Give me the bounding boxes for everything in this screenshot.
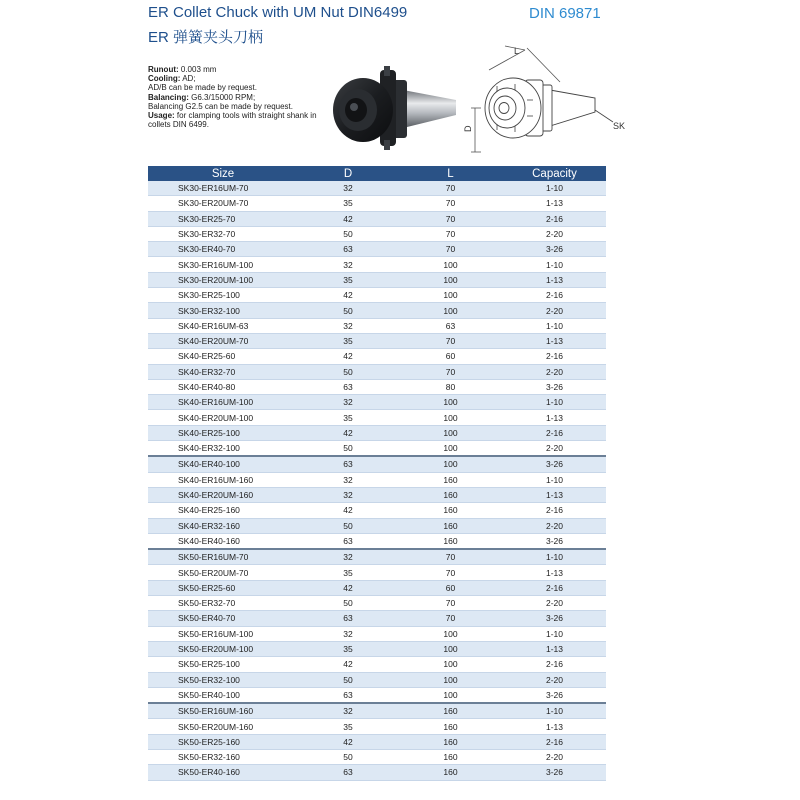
l-cell: 100 [398,395,503,410]
l-cell: 60 [398,349,503,364]
d-cell: 35 [298,333,398,348]
table-row [148,349,606,364]
capacity-cell: 1-10 [503,703,606,719]
runout-note: Runout: 0.003 mm [148,65,217,74]
d-cell: 32 [298,318,398,333]
table-row [148,257,606,272]
l-cell: 70 [398,565,503,580]
dimension-l-label: L [514,46,520,56]
capacity-cell: 2-20 [503,672,606,687]
dimension-d-label: D [463,125,473,132]
table-row [148,503,606,518]
cooling-note: Cooling: AD; [148,74,196,84]
table-row [148,518,606,533]
size-cell: SK50-ER20UM-70 [148,565,298,580]
l-cell: 160 [398,503,503,518]
capacity-cell: 3-26 [503,242,606,257]
l-cell: 100 [398,657,503,672]
size-cell: SK50-ER32-100 [148,672,298,687]
capacity-cell: 2-16 [503,503,606,518]
table-body [148,181,606,780]
table-row [148,549,606,565]
table-row [148,687,606,703]
d-cell: 63 [298,242,398,257]
capacity-cell: 3-26 [503,765,606,780]
table-row [148,580,606,595]
l-cell: 100 [398,456,503,472]
l-cell: 70 [398,364,503,379]
capacity-cell: 2-20 [503,226,606,241]
capacity-cell: 3-26 [503,456,606,472]
page-title: ER Collet Chuck with UM Nut DIN6499 [148,4,408,21]
balancing-extra-note: Balancing G2.5 can be made by request. [148,101,293,111]
table-row [148,395,606,410]
size-cell: SK40-ER40-100 [148,456,298,472]
l-cell: 100 [398,626,503,641]
size-cell: SK40-ER32-160 [148,518,298,533]
size-cell: SK30-ER16UM-100 [148,257,298,272]
l-cell: 100 [398,303,503,318]
d-cell: 32 [298,472,398,487]
l-cell: 70 [398,549,503,565]
l-cell: 100 [398,257,503,272]
capacity-cell: 1-13 [503,565,606,580]
l-cell: 160 [398,533,503,549]
d-cell: 42 [298,657,398,672]
d-cell: 50 [298,749,398,764]
d-cell: 50 [298,303,398,318]
size-cell: SK40-ER25-60 [148,349,298,364]
table-row [148,456,606,472]
size-cell: SK40-ER25-100 [148,425,298,440]
capacity-cell: 1-10 [503,181,606,196]
table-row [148,641,606,656]
size-cell: SK50-ER16UM-160 [148,703,298,719]
table-row [148,379,606,394]
size-cell: SK40-ER40-160 [148,533,298,549]
d-cell: 32 [298,181,398,196]
table-row [148,242,606,257]
capacity-cell: 2-16 [503,349,606,364]
size-cell: SK30-ER20UM-70 [148,196,298,211]
l-cell: 100 [398,441,503,457]
d-cell: 32 [298,487,398,502]
size-cell: SK40-ER32-100 [148,441,298,457]
d-cell: 42 [298,580,398,595]
l-cell: 63 [398,318,503,333]
capacity-cell: 3-26 [503,611,606,626]
d-cell: 50 [298,441,398,457]
size-cell: SK30-ER25-100 [148,288,298,303]
l-cell: 100 [398,288,503,303]
d-cell: 42 [298,503,398,518]
l-cell: 160 [398,765,503,780]
d-cell: 42 [298,288,398,303]
d-cell: 35 [298,272,398,287]
capacity-cell: 3-26 [503,687,606,703]
size-cell: SK40-ER16UM-100 [148,395,298,410]
table-row [148,303,606,318]
l-cell: 100 [398,425,503,440]
d-cell: 42 [298,349,398,364]
d-cell: 35 [298,641,398,656]
capacity-cell: 2-16 [503,734,606,749]
d-cell: 50 [298,518,398,533]
size-cell: SK50-ER40-100 [148,687,298,703]
size-cell: SK50-ER25-60 [148,580,298,595]
capacity-cell: 2-20 [503,364,606,379]
capacity-cell: 2-16 [503,425,606,440]
size-cell: SK50-ER40-70 [148,611,298,626]
l-cell: 100 [398,410,503,425]
capacity-cell: 2-16 [503,211,606,226]
l-cell: 70 [398,181,503,196]
table-header-row [148,166,606,181]
d-cell: 42 [298,211,398,226]
l-cell: 80 [398,379,503,394]
size-cell: SK30-ER16UM-70 [148,181,298,196]
size-cell: SK30-ER32-70 [148,226,298,241]
size-cell: SK30-ER40-70 [148,242,298,257]
table-row [148,288,606,303]
din-standard: DIN 69871 [529,5,601,22]
d-cell: 32 [298,703,398,719]
l-cell: 160 [398,703,503,719]
column-header-d: D [298,166,398,181]
balancing-note: Balancing: G6.3/15000 RPM; [148,92,256,102]
l-cell: 160 [398,719,503,734]
l-cell: 70 [398,333,503,348]
d-cell: 50 [298,364,398,379]
table-row [148,472,606,487]
size-cell: SK50-ER16UM-100 [148,626,298,641]
table-row [148,719,606,734]
d-cell: 63 [298,456,398,472]
sk-label: SK [613,121,626,131]
l-cell: 70 [398,196,503,211]
table-row [148,611,606,626]
size-cell: SK40-ER25-160 [148,503,298,518]
table-row [148,596,606,611]
d-cell: 63 [298,533,398,549]
d-cell: 42 [298,425,398,440]
table-row [148,364,606,379]
table-row [148,226,606,241]
table-row [148,196,606,211]
size-cell: SK50-ER32-160 [148,749,298,764]
l-cell: 160 [398,518,503,533]
l-cell: 160 [398,472,503,487]
table-row [148,318,606,333]
capacity-cell: 2-20 [503,596,606,611]
size-cell: SK50-ER32-70 [148,596,298,611]
d-cell: 50 [298,226,398,241]
l-cell: 160 [398,734,503,749]
table-row [148,657,606,672]
d-cell: 32 [298,395,398,410]
capacity-cell: 2-20 [503,749,606,764]
capacity-cell: 1-13 [503,410,606,425]
d-cell: 35 [298,410,398,425]
l-cell: 70 [398,611,503,626]
capacity-cell: 1-10 [503,257,606,272]
d-cell: 42 [298,734,398,749]
size-cell: SK50-ER16UM-70 [148,549,298,565]
size-cell: SK50-ER25-100 [148,657,298,672]
size-cell: SK30-ER25-70 [148,211,298,226]
d-cell: 35 [298,565,398,580]
capacity-cell: 2-20 [503,441,606,457]
capacity-cell: 1-13 [503,719,606,734]
table-row [148,533,606,549]
table-row [148,487,606,502]
l-cell: 100 [398,687,503,703]
capacity-cell: 2-16 [503,657,606,672]
size-cell: SK50-ER20UM-100 [148,641,298,656]
size-cell: SK40-ER20UM-70 [148,333,298,348]
l-cell: 100 [398,641,503,656]
d-cell: 63 [298,765,398,780]
size-cell: SK50-ER20UM-160 [148,719,298,734]
size-cell: SK30-ER20UM-100 [148,272,298,287]
size-cell: SK50-ER40-160 [148,765,298,780]
size-cell: SK40-ER20UM-100 [148,410,298,425]
usage-note: Usage: for clamping tools with straight shank in collets DIN 6499. [148,111,317,130]
capacity-cell: 1-13 [503,272,606,287]
spec-table [148,166,606,781]
d-cell: 63 [298,611,398,626]
collet-chuck-photo [318,60,458,155]
table-row [148,672,606,687]
l-cell: 100 [398,272,503,287]
d-cell: 32 [298,257,398,272]
size-cell: SK30-ER32-100 [148,303,298,318]
capacity-cell: 1-13 [503,641,606,656]
capacity-cell: 1-10 [503,626,606,641]
table-row [148,626,606,641]
table-row [148,211,606,226]
l-cell: 70 [398,242,503,257]
table-row [148,181,606,196]
capacity-cell: 1-10 [503,318,606,333]
d-cell: 63 [298,379,398,394]
spec-notes [148,65,338,129]
cooling-extra-note: AD/B can be made by request. [148,83,257,93]
capacity-cell: 3-26 [503,533,606,549]
capacity-cell: 1-13 [503,196,606,211]
capacity-cell: 2-20 [503,518,606,533]
capacity-cell: 2-16 [503,580,606,595]
table-row [148,703,606,719]
table-row [148,441,606,457]
dimension-drawing [455,40,630,165]
page-title-chinese: ER 弹簧夹头刀柄 [148,29,264,46]
d-cell: 35 [298,196,398,211]
l-cell: 70 [398,211,503,226]
capacity-cell: 2-20 [503,303,606,318]
size-cell: SK40-ER40-80 [148,379,298,394]
table-row [148,410,606,425]
table-row [148,333,606,348]
capacity-cell: 1-13 [503,487,606,502]
d-cell: 35 [298,719,398,734]
l-cell: 70 [398,226,503,241]
l-cell: 70 [398,596,503,611]
d-cell: 63 [298,687,398,703]
table-row [148,734,606,749]
d-cell: 32 [298,549,398,565]
l-cell: 100 [398,672,503,687]
table-row [148,765,606,780]
capacity-cell: 1-10 [503,395,606,410]
capacity-cell: 1-13 [503,333,606,348]
size-cell: SK40-ER16UM-63 [148,318,298,333]
capacity-cell: 2-16 [503,288,606,303]
l-cell: 160 [398,749,503,764]
capacity-cell: 3-26 [503,379,606,394]
column-header-size: Size [148,166,298,181]
d-cell: 50 [298,672,398,687]
size-cell: SK40-ER16UM-160 [148,472,298,487]
column-header-capacity: Capacity [503,166,606,181]
column-header-l: L [398,166,503,181]
size-cell: SK40-ER32-70 [148,364,298,379]
table-row [148,272,606,287]
capacity-cell: 1-10 [503,472,606,487]
d-cell: 50 [298,596,398,611]
l-cell: 60 [398,580,503,595]
table-row [148,565,606,580]
capacity-cell: 1-10 [503,549,606,565]
size-cell: SK40-ER20UM-160 [148,487,298,502]
l-cell: 160 [398,487,503,502]
table-row [148,425,606,440]
size-cell: SK50-ER25-160 [148,734,298,749]
d-cell: 32 [298,626,398,641]
table-row [148,749,606,764]
